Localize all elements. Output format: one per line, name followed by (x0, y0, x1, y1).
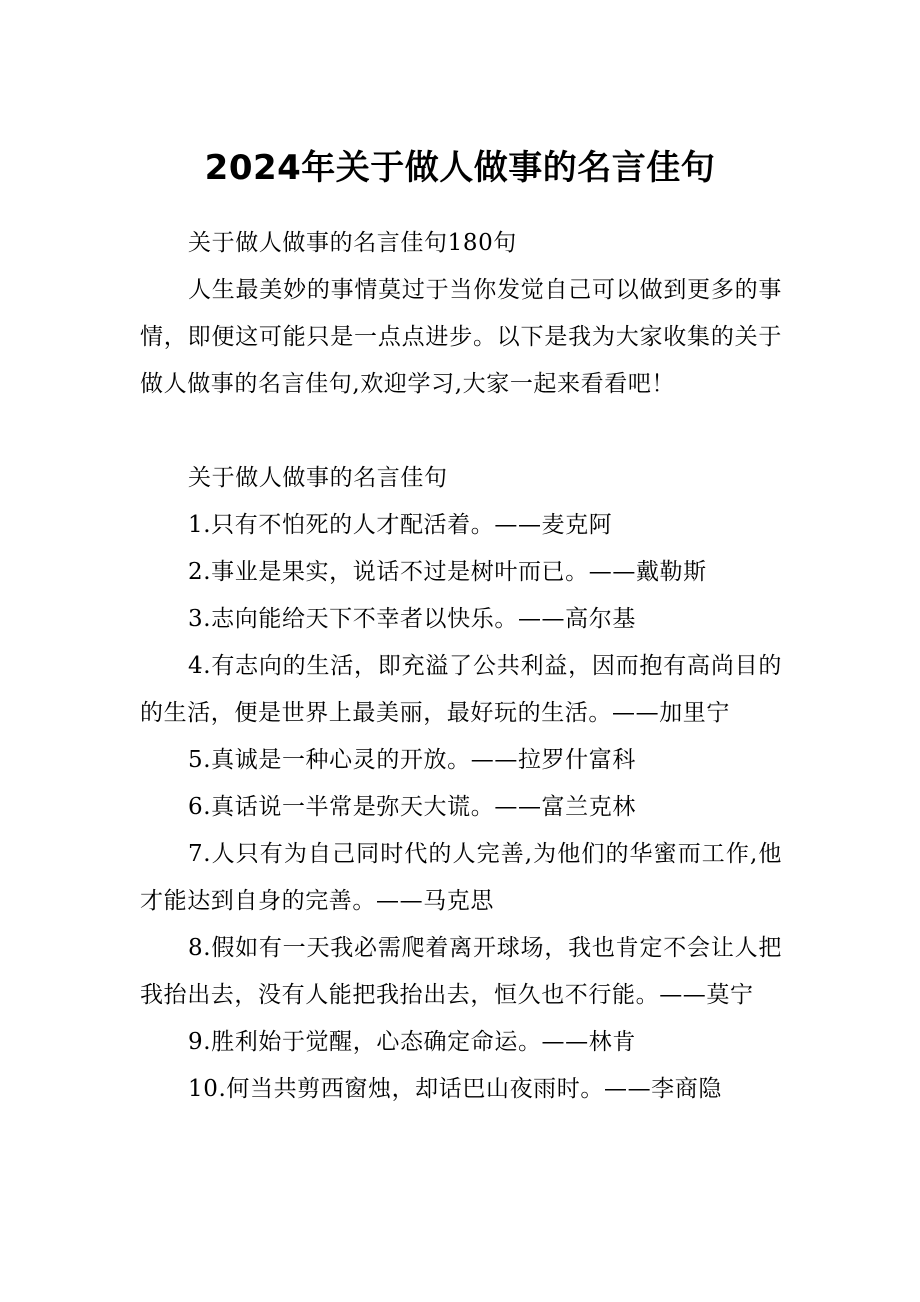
quote-item-10: 10.何当共剪西窗烛，却话巴山夜雨时。——李商隐 (188, 1076, 722, 1102)
quote-item-3: 3.志向能给天下不幸者以快乐。——高尔基 (188, 606, 636, 632)
quote-item-6: 6.真话说一半常是弥天大谎。——富兰克林 (188, 794, 636, 820)
paragraph-gap (140, 408, 782, 455)
quote-item-1: 1.只有不怕死的人才配活着。——麦克阿 (188, 512, 613, 538)
intro-paragraph: 人生最美妙的事情莫过于当你发觉自己可以做到更多的事情，即便这可能只是一点点进步。以下是我为大家收集的关于做人做事的名言佳句,欢迎学习,大家一起来看看吧！ (140, 277, 782, 397)
document-title: 2024年关于做人做事的名言佳句 (204, 148, 716, 188)
quote-item-7: 7.人只有为自己同时代的人完善,为他们的华蜜而工作,他才能达到自身的完善。——马克思 (140, 841, 782, 914)
quote-item-4: 4.有志向的生活，即充溢了公共利益，因而抱有高尚目的的生活，便是世界上最美丽，最好玩的生活。——加里宁 (140, 653, 782, 726)
quote-item-2: 2.事业是果实，说话不过是树叶而已。——戴勒斯 (188, 559, 707, 585)
document-body (140, 220, 782, 1113)
section-heading: 关于做人做事的名言佳句 (188, 465, 448, 491)
subtitle: 关于做人做事的名言佳句180句 (188, 230, 517, 256)
quote-item-9: 9.胜利始于觉醒，心态确定命运。——林肯 (188, 1029, 636, 1055)
quote-item-8: 8.假如有一天我必需爬着离开球场，我也肯定不会让人把我抬出去，没有人能把我抬出去，恒久也不行能。——莫宁 (140, 935, 782, 1008)
quote-item-5: 5.真诚是一种心灵的开放。——拉罗什富科 (188, 747, 636, 773)
